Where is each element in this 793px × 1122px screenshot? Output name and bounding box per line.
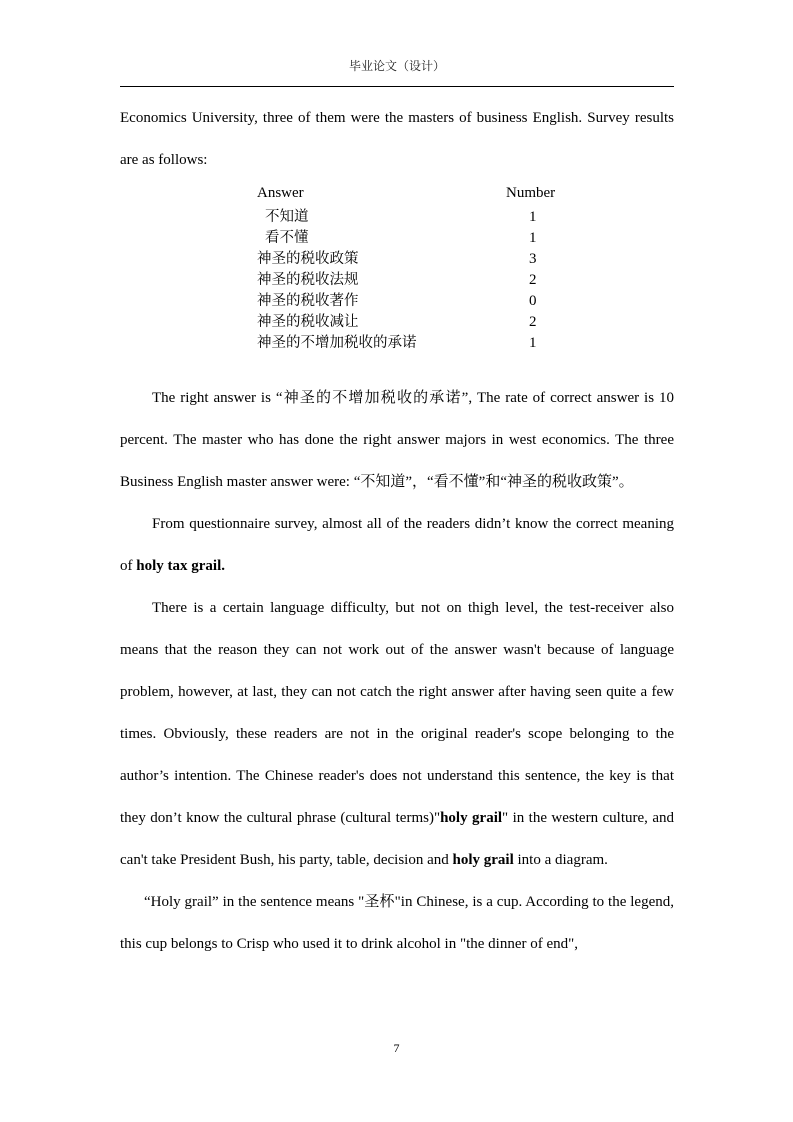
survey-row <box>120 270 674 291</box>
page-number: 7 <box>393 1041 400 1055</box>
paragraph-3-text: From questionnaire survey, almost all of the readers didn’t know the correct meaning of <box>120 516 674 574</box>
paragraph-2: The right answer is “神圣的不增加税收的承诺”, The rate of correct answer is 10 percent. The master who has done the right answer majors in west economics. The three Business English master answer were: “不知道”，“看不懂”和“神圣的税收政策”。 <box>120 390 674 490</box>
survey-row <box>120 207 674 228</box>
header-divider <box>120 86 674 87</box>
survey-row <box>120 228 674 249</box>
paragraph-4-text-2: " in the western culture, and can't take President Bush, his party, table, decision and <box>120 810 674 868</box>
survey-number: 0 <box>529 293 537 309</box>
survey-number: 1 <box>529 209 537 225</box>
paragraph-4-text-1: There is a certain language difficulty, but not on thigh level, the test-receiver also means that the reason they can not work out of the answer wasn't because of language problem, however, at last, they can not catch the right answer after having seen quite a few times. Obviously, these readers are not in the original reader's scope belonging to the author’s intention. The Chinese reader's does not understand this sentence, the key is that they don’t know the cultural phrase (cultural terms)" <box>120 600 674 826</box>
survey-number: 1 <box>529 335 537 351</box>
survey-answer: 神圣的税收减让 <box>257 314 359 330</box>
paragraph-4 <box>120 587 674 881</box>
page-header: 毕业论文（设计） <box>348 59 445 73</box>
survey-answer-header: Answer <box>257 185 304 201</box>
survey-answer: 神圣的不增加税收的承诺 <box>257 335 417 351</box>
paragraph-1: Economics University, three of them were the masters of business English. Survey results are as follows: <box>120 110 674 168</box>
survey-number: 3 <box>529 251 537 267</box>
survey-row <box>120 333 674 354</box>
paragraph-4-bold-term-1: holy grail <box>440 810 503 826</box>
survey-row <box>120 249 674 270</box>
survey-number: 2 <box>529 272 537 288</box>
survey-row <box>120 312 674 333</box>
paragraph-4-text-3: into a diagram. <box>513 852 608 868</box>
paragraph-5: “Holy grail” in the sentence means "圣杯"in Chinese, is a cup. According to the legend, this cup belongs to Crisp who used it to drink alcohol in "the dinner of end", <box>120 894 674 952</box>
survey-table <box>120 183 674 377</box>
paragraph-4-bold-term-2: holy grail <box>452 852 514 868</box>
paragraph-3-bold-term: holy tax grail. <box>136 558 225 574</box>
survey-answer: 神圣的税收政策 <box>257 251 359 267</box>
survey-answer: 不知道 <box>265 209 309 225</box>
survey-rows <box>120 207 674 354</box>
survey-answer: 神圣的税收著作 <box>257 293 359 309</box>
survey-number: 1 <box>529 230 537 246</box>
survey-number-header: Number <box>506 185 556 201</box>
survey-row <box>120 291 674 312</box>
survey-answer: 神圣的税收法规 <box>257 272 359 288</box>
survey-answer: 看不懂 <box>265 230 309 246</box>
document-body <box>120 97 674 965</box>
survey-number: 2 <box>529 314 537 330</box>
paragraph-3 <box>120 503 674 587</box>
